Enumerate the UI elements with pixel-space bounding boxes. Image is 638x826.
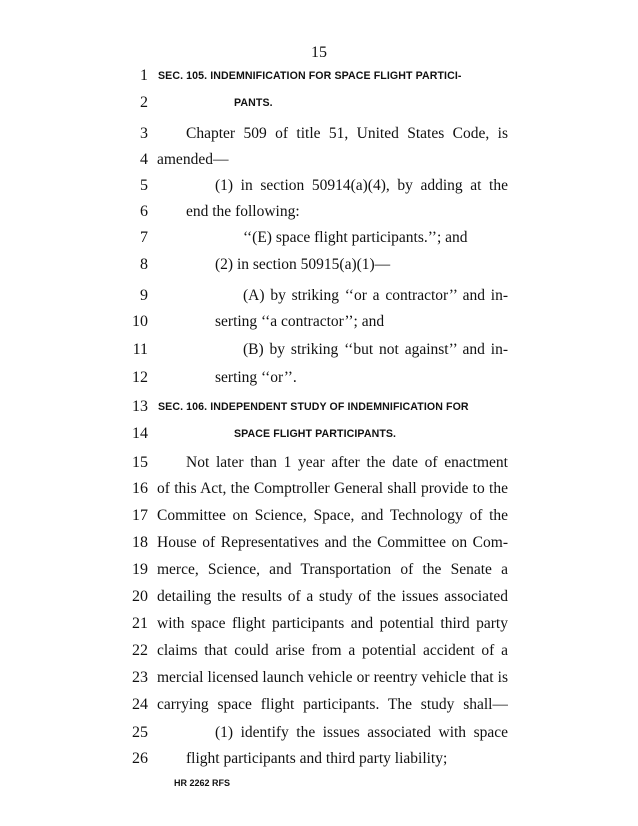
document-line — [0, 719, 638, 747]
line-number: 12 — [132, 369, 148, 386]
line-number: 21 — [132, 615, 148, 632]
line-number: 17 — [132, 507, 148, 524]
body-text: claims that could arise from a potential accident of a — [157, 642, 508, 659]
line-number: 2 — [140, 94, 148, 111]
body-text: mercial licensed launch vehicle or reentry vehicle that is — [157, 669, 508, 686]
section-heading: SEC. 106. INDEPENDENT STUDY OF INDEMNIFICATION FOR — [158, 401, 469, 413]
document-line — [0, 556, 638, 584]
line-number: 18 — [132, 534, 148, 551]
body-text: (1) in section 50914(a)(4), by adding at the — [215, 177, 508, 194]
document-line — [0, 89, 638, 117]
section-heading: SPACE FLIGHT PARTICIPANTS. — [234, 428, 397, 440]
body-text: (B) by striking ‘‘but not against’’ and in- — [243, 341, 508, 358]
section-heading: SEC. 105. INDEMNIFICATION FOR SPACE FLIGHT PARTICI- — [158, 70, 462, 82]
line-number: 13 — [132, 398, 148, 415]
line-number: 1 — [140, 67, 148, 84]
document-line — [0, 146, 638, 174]
document-line — [0, 282, 638, 310]
body-text: detailing the results of a study of the issues associated — [157, 588, 508, 605]
body-text: amended— — [157, 151, 229, 168]
document-line — [0, 449, 638, 477]
document-line — [0, 475, 638, 503]
line-number: 5 — [140, 177, 148, 194]
line-number: 3 — [140, 125, 148, 142]
body-text: serting ‘‘or’’. — [215, 369, 297, 386]
line-number: 20 — [132, 588, 148, 605]
document-line — [0, 745, 638, 773]
body-text: with space flight participants and potential third party — [157, 615, 508, 632]
body-text: flight participants and third party liability; — [186, 750, 448, 767]
document-line — [0, 308, 638, 336]
document-line — [0, 664, 638, 692]
document-line — [0, 583, 638, 611]
document-line — [0, 62, 638, 90]
line-number: 9 — [140, 287, 148, 304]
body-text: Not later than 1 year after the date of enactment — [186, 454, 508, 471]
document-line — [0, 224, 638, 252]
document-line — [0, 610, 638, 638]
bill-footer: HR 2262 RFS — [174, 778, 231, 788]
body-text: (1) identify the issues associated with space — [215, 724, 508, 741]
body-text: serting ‘‘a contractor’’; and — [215, 313, 385, 330]
line-number: 15 — [132, 454, 148, 471]
document-line — [0, 393, 638, 421]
line-number: 25 — [132, 724, 148, 741]
document-line — [0, 637, 638, 665]
line-number: 11 — [132, 341, 148, 358]
line-number: 16 — [132, 480, 148, 497]
line-number: 22 — [132, 642, 148, 659]
document-line — [0, 336, 638, 364]
body-text: end the following: — [186, 203, 300, 220]
line-number: 26 — [132, 750, 148, 767]
line-number: 4 — [140, 151, 148, 168]
body-text: Chapter 509 of title 51, United States Code, is — [186, 125, 508, 142]
document-line — [0, 364, 638, 392]
document-line — [0, 420, 638, 448]
body-text: (2) in section 50915(a)(1)— — [215, 256, 391, 273]
body-text: (A) by striking ‘‘or a contractor’’ and in- — [243, 287, 508, 304]
line-number: 10 — [132, 313, 148, 330]
body-text: merce, Science, and Transportation of the Senate a — [157, 561, 508, 578]
document-line — [0, 251, 638, 279]
line-number: 19 — [132, 561, 148, 578]
body-text: Committee on Science, Space, and Technology of the — [157, 507, 508, 524]
section-heading: PANTS. — [234, 97, 273, 109]
document-line — [0, 120, 638, 148]
line-number: 7 — [140, 229, 148, 246]
page-number: 15 — [311, 44, 327, 61]
line-number: 24 — [132, 696, 148, 713]
line-number: 14 — [132, 425, 148, 442]
document-line — [0, 529, 638, 557]
document-line — [0, 691, 638, 719]
body-text: House of Representatives and the Committee on Com- — [157, 534, 508, 551]
line-number: 23 — [132, 669, 148, 686]
line-number: 6 — [140, 203, 148, 220]
document-line — [0, 198, 638, 226]
body-text: carrying space flight participants. The study shall— — [157, 696, 508, 713]
body-text: of this Act, the Comptroller General shall provide to the — [157, 480, 508, 497]
body-text: ‘‘(E) space flight participants.’’; and — [243, 229, 468, 246]
line-number: 8 — [140, 256, 148, 273]
document-line — [0, 172, 638, 200]
document-line — [0, 502, 638, 530]
